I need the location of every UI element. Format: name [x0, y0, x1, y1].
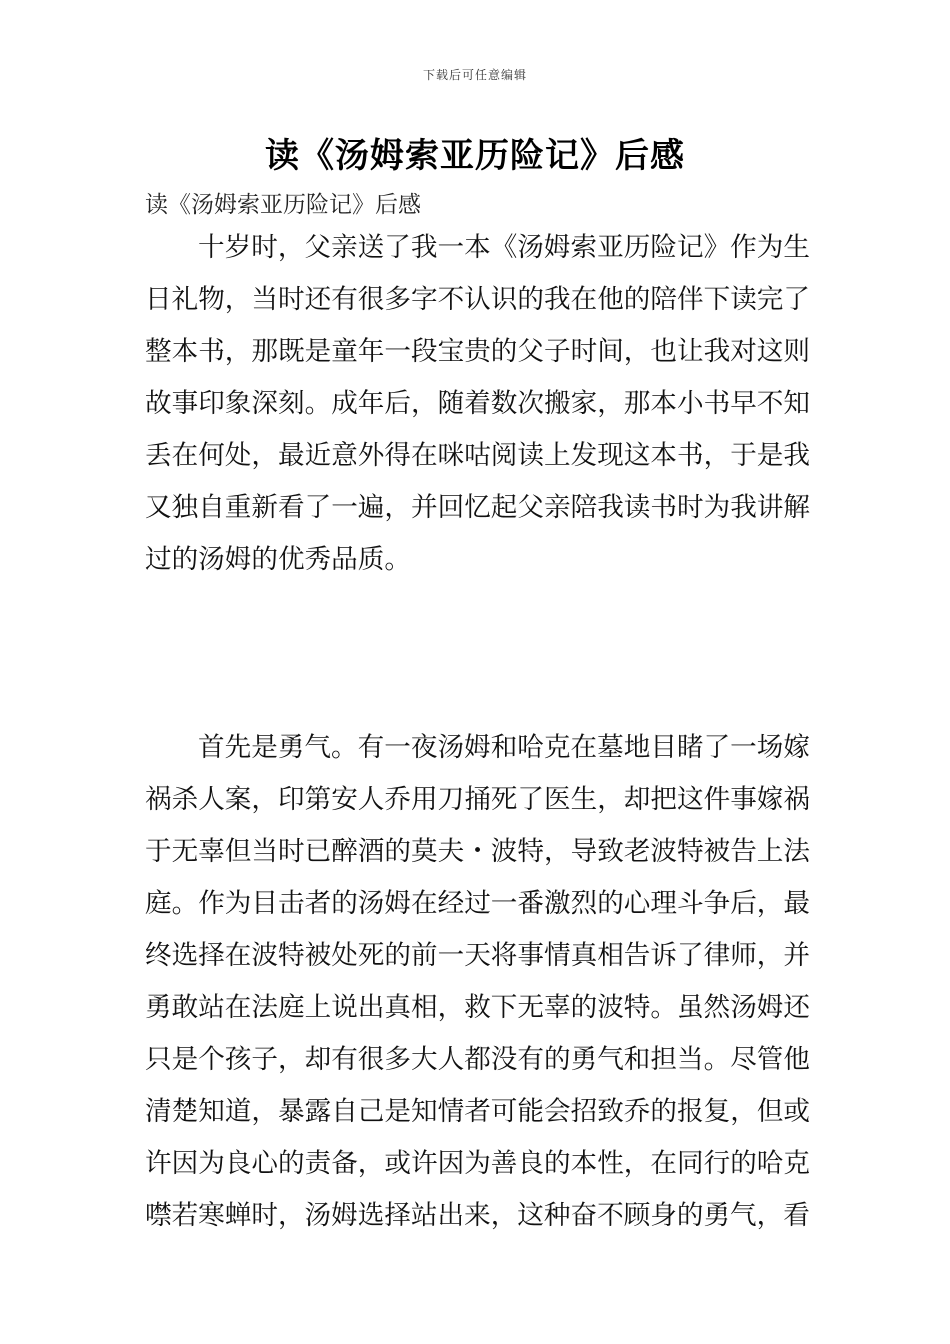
document-title: 读《汤姆索亚历险记》后感 — [265, 136, 685, 176]
paragraph-courage: 首先是勇气。有一夜汤姆和哈克在墓地目睹了一场嫁祸杀人案，印第安人乔用刀捅死了医生，却把这件事嫁祸于无辜但当时已醉酒的莫夫・波特，导致老波特被告上法庭。作为目击者的汤姆在经过一番激烈的心理斗争后，最终选择在波特被处死的前一天将事情真相告诉了律师，并勇敢站在法庭上说出真相，救下无辜的波特。虽然汤姆还只是个孩子，却有很多大人都没有的勇气和担当。尽管他清楚知道，暴露自己是知情者可能会招致乔的报复，但或许因为良心的责备，或许因为善良的本性，在同行的哈克噤若寒蝉时，汤姆选择站出来，这种奋不顾身的勇气，看 — [145, 732, 810, 1231]
paragraph-childhood-memory: 十岁时，父亲送了我一本《汤姆索亚历险记》作为生日礼物，当时还有很多字不认识的我在他的陪伴下读完了整本书，那既是童年一段宝贵的父子时间，也让我对这则故事印象深刻。成年后，随着数次搬家，那本小书早不知丢在何处，最近意外得在咪咕阅读上发现这本书，于是我又独自重新看了一遍，并回忆起父亲陪我读书时为我讲解过的汤姆的优秀品质。 — [145, 232, 810, 575]
document-subtitle: 读《汤姆索亚历险记》后感 — [145, 192, 421, 218]
download-note: 下载后可任意编辑 — [422, 68, 527, 82]
